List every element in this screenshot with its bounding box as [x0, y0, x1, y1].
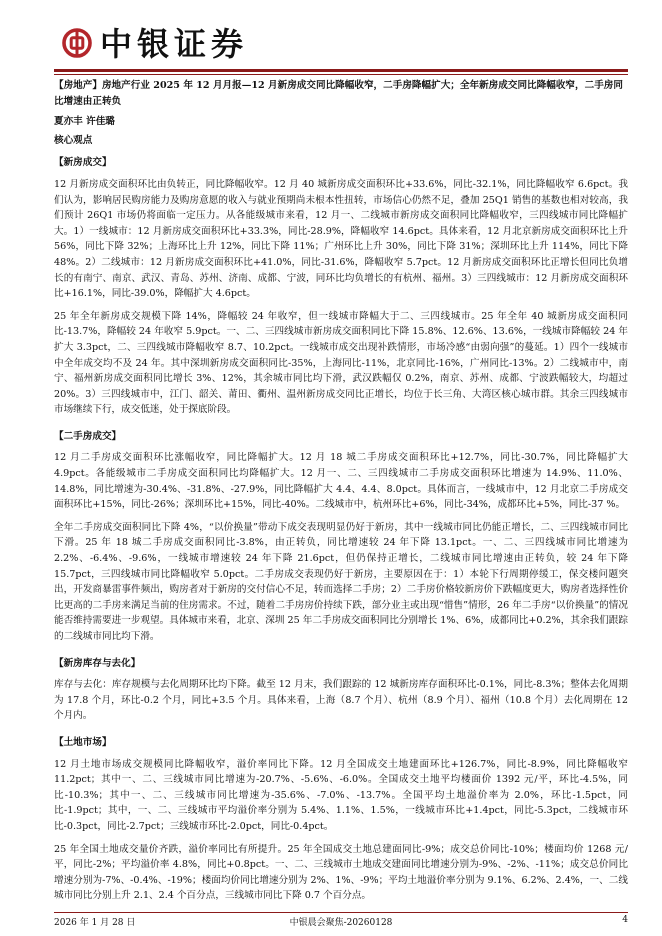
paragraph: 25 年全年新房成交规模下降 14%，降幅较 24 年收窄，但一线城市降幅大于二、三四线城市。25 年全年 40 城新房成交面积同比-13.7%，降幅较 24 年收窄 5.9pct。一、二、三四线城市新房成交面积同比下降 15.8%、12.6%、13.6%，一线城市降幅较 24 年扩大 3.3pct，二、三四线城市降幅收窄 8.7、10.2pct。一线城市成交出现补跌情形，市场冷感“由弱向强”的蔓延。1）四个一线城市中全年成交均不及 24 年。其中深圳新房成交面积同比-35%，上海同比-11%，北京同比-16%，广州同比-13%。2）二线城市中，南宁、福州新房成交面积同比增长 3%、12%，其余城市同比均下滑，武汉跌幅仅 0.2%，南京、苏州、成都、宁波跌幅较大，均超过 20%。3）三四线城市中，江门、韶关、莆田、衢州、温州新房成交同比正增长，均位于长三角、大湾区核心城市群。其余三四线城市市场继续下行，成交低迷，处于探底阶段。 [54, 310, 628, 416]
paragraph: 12 月二手房成交面积环比涨幅收窄，同比降幅扩大。12 月 18 城二手房成交面积环比+12.7%，同比-30.7%，同比降幅扩大 4.9pct。各能级城市二手房成交面积同比均降幅扩大。12 月一、二、三四线城市二手房成交面积环比增速为 14.9%、11.0%、14.8%，同比增速为-30.4%、-31.8%、-27.9%，同比降幅扩大 4.4、4.4、8.0pct。具体而言，一线城市中，12 月北京二手房成交面积环比+15%，同比-26%；深圳环比+15%，同比-40%。二线城市中，杭州环比+6%，同比-34%，成都环比+5%，同比-37 %。 [54, 452, 628, 511]
section-heading-new-homes: 【新房成交】 [54, 157, 112, 169]
core-views-heading: 核心观点 [54, 134, 93, 146]
header-rule [54, 69, 628, 72]
footer-date: 2026 年 1 月 28 日 [54, 918, 136, 928]
section-heading-second-hand: 【二手房成交】 [54, 430, 122, 442]
bank-logo-icon [62, 28, 92, 58]
footer-rule [54, 912, 628, 913]
report-title: 【房地产】房地产行业 2025 年 12 月月报—12 月新房成交同比降幅收窄，二手房降幅扩大；全年新房成交同比降幅收窄，二手房同比增速由正转负 [54, 80, 623, 107]
paragraph: 12 月土地市场成交规模同比降幅收窄，溢价率同比下降。12 月全国成交土地建面环比+126.7%，同比-8.9%，同比降幅收窄 11.2pct；其中一、二、三线城市同比增速为-20.7%、-5.6%、-6.0%。全国成交土地平均楼面价 1392 元/平，环比-4.5%，同比-10.3%；其中一、二、三线城市同比增速为-35.6%、-7.0%、-13.7%。全国平均土地溢价率为 2.0%，环比-1.5pct，同比-1.9pct；其中，一、二、三线城市平均溢价率分别为 5.4%、1.1%、1.5%，一线城市环比+1.4pct，同比-5.3pct，二线城市环比-0.3pct，同比-2.7pct；三线城市环比-2.0pct，同比-0.4pct。 [54, 758, 628, 832]
paragraph: 12 月新房成交面积环比由负转正，同比降幅收窄。12 月 40 城新房成交面积环比+33.6%，同比-32.1%，同比降幅收窄 6.6pct。我们认为，影响居民购房能力及购房意愿的收入与就业预期尚未根本性扭转，市场信心仍然不足，叠加 25Q1 销售的基数也相对较高，我们预计 26Q1 市场仍将面临一定压力。从各能级城市来看，12 月一、二线城市新房成交面积同比降幅收窄，三四线城市同比降幅扩大。1）一线城市：12 月新房成交面积环比+33.3%，同比-28.9%，降幅收窄 14.6pct。具体来看，12 月北京新房成交面积环比上升 56%，同比下降 32%；上海环比上升 12%，同比下降 11%；广州环比上升 30%，同比下降 31%；深圳环比上升 114%，同比下降 48%。2）二线城市：12 月新房成交面积环比+41.0%，同比-31.6%，降幅收窄 5.7pct。12 月新房成交面积环比正增长但同比负增长的有南宁、南京、武汉、青岛、苏州、济南、成都、宁波，同环比均负增长的有杭州、福州。3）三四线城市：12 月新房成交面积环比+16.1%，同比-39.0%，降幅扩大 4.6pct。 [54, 178, 628, 300]
brand-name: 中银证券 [100, 25, 249, 63]
authors: 夏亦丰 许佳璐 [54, 116, 115, 128]
paragraph: 25 年全国土地成交量价齐跌，溢价率同比有所提升。25 年全国成交土地总建面同比-9%；成交总价同比-10%；楼面均价 1268 元/平，同比-2%；平均溢价率 4.8%，同比+0.8pct。一、二、三线城市土地成交建面同比增速分别为-9%、-2%、-11%；成交总价同比增速分别为-7%、-0.4%、-19%；楼面均价同比增速分别为 2%、1%、-9%；平均土地溢价率分别为 9.1%、6.2%、2.4%，一、二线城市同比分别上升 2.1、2.4 个百分点，三线城市同比下降 0.7 个百分点。 [54, 843, 628, 902]
section-heading-land-market: 【土地市场】 [54, 736, 112, 748]
report-body [54, 78, 628, 911]
section-heading-inventory: 【新房库存与去化】 [54, 657, 141, 669]
paragraph: 全年二手房成交面积同比下降 4%，“以价换量”带动下成交表现明显仍好于新房，其中一线城市同比仍能正增长，二、三四线城市同比下滑。25 年 18 城二手房成交面积同比-3.8%，由正转负，同比增速较 24 年下降 13.1pct。一、二、三四线城市同比增速为 2.2%、-6.4%、-9.6%，一线城市增速较 24 年下降 21.6pct，但仍保持正增长，二线城市同比增速由正转负，较 24 年下降 15.7pct，三四线城市同比降幅收窄 5.0pct。二手房成交表现仍好于新房，主要原因在于：1）本轮下行周期停缓工，保交楼问题突出，开发商暴雷事件频出，购房者对于新房的交付信心不足，转而选择二手房；2）二手房价格较新房价下跌幅度更大，购房者选择性价比更高的二手房来满足当前的住房需求。不过，随着二手房房价持续下跌，部分业主或出现“惜售”情形，26 年二手房“以价换量”的情况能否维持需要进一步观望。具体城市来看，北京、深圳 25 年二手房成交面积同比分别增长 1%、6%，成都同比+0.2%，其余我们跟踪的二线城市同比均下滑。 [54, 521, 628, 642]
page-header [0, 0, 662, 70]
page-footer [54, 915, 628, 929]
page-number: 4 [622, 915, 628, 925]
footer-publication: 中银晨会聚焦-20260128 [289, 918, 393, 928]
header-rule-thin [54, 74, 628, 75]
paragraph: 库存与去化：库存规模与去化周期环比均下降。截至 12 月末，我们跟踪的 12 城新房库存面积环比-0.1%，同比-8.3%；整体去化周期为 17.8 个月，环比-0.2 个月，同比+3.5 个月。具体来看，上海（8.7 个月）、杭州（8.9 个月）、福州（10.8 个月）去化周期在 12 个月内。 [54, 679, 628, 722]
